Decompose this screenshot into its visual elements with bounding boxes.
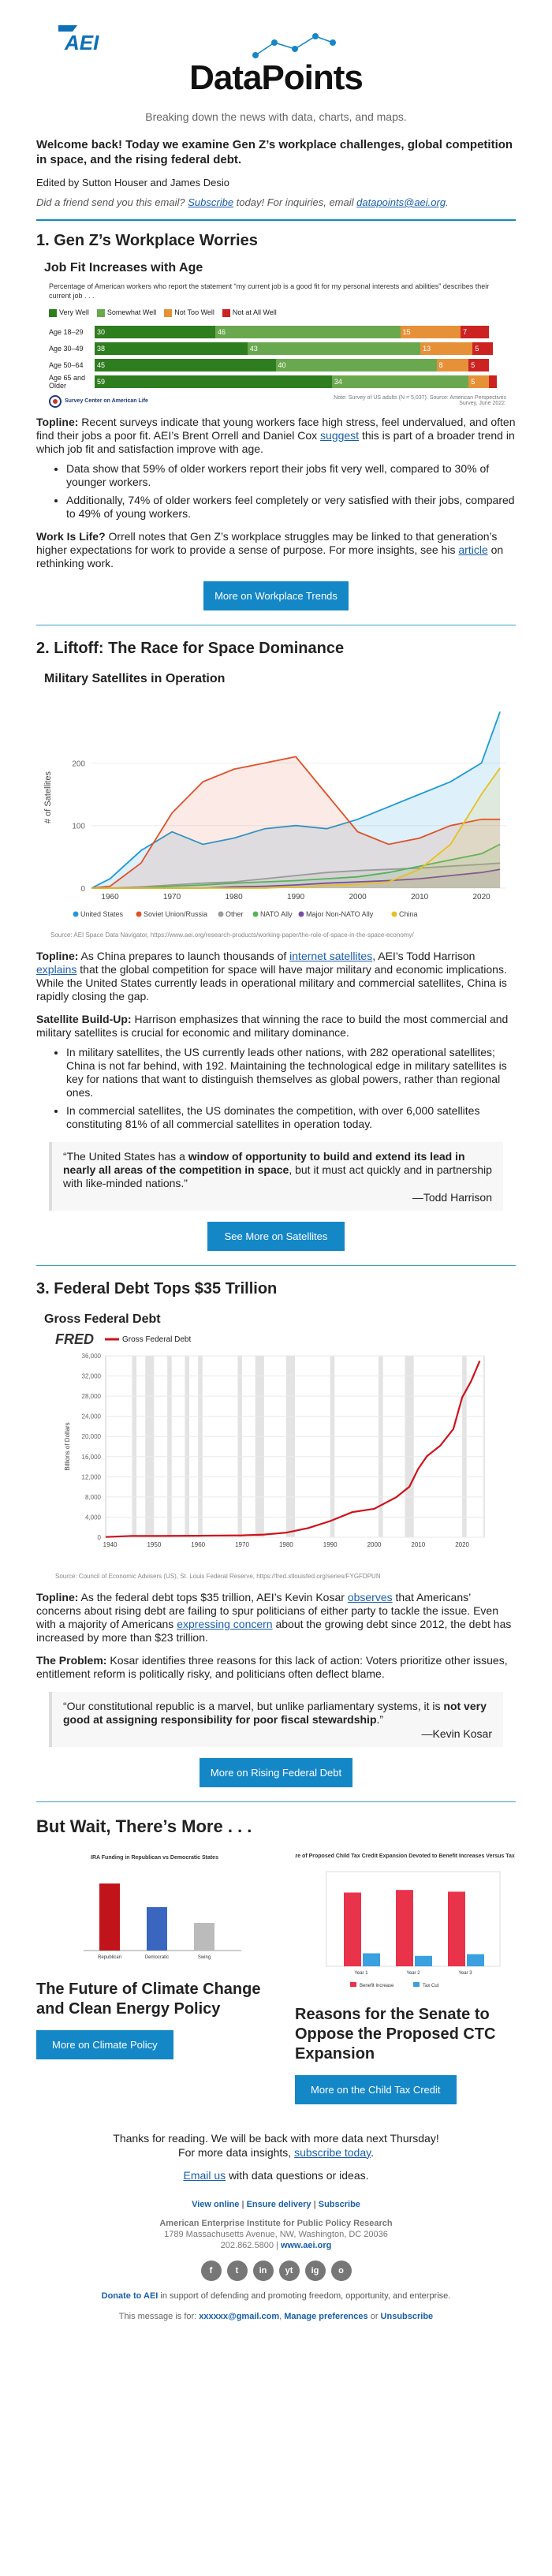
insights-line	[36, 2145, 516, 2160]
inquiry-email-link[interactable]: datapoints@aei.org	[356, 196, 446, 208]
linkedin-icon[interactable]: in	[253, 2261, 274, 2281]
y-tick-label: 12,000	[81, 1473, 101, 1480]
ira-chart-thumbnail[interactable]	[36, 1848, 273, 1966]
ctc-taxcut-bar	[363, 1953, 380, 1966]
debt-legend: Gross Federal Debt	[122, 1335, 192, 1344]
section2-bullets	[66, 1046, 516, 1131]
section3-problem	[36, 1654, 516, 1681]
footer-subscribe-link[interactable]: Subscribe	[318, 2199, 360, 2209]
jobfit-segment-not-at-all-well: 5	[472, 342, 493, 355]
y-tick-label: 16,000	[81, 1453, 101, 1461]
more-title: But Wait, There’s More . . .	[36, 1816, 252, 1836]
recession-band	[286, 1356, 291, 1537]
legend-swatch	[392, 911, 397, 917]
welcome-body: Welcome back! Today we examine Gen Z’s workplace challenges, global competition in space, and the rising federal debt.	[36, 138, 513, 166]
legend-swatch	[350, 1982, 356, 1987]
y-tick-label: 200	[72, 760, 85, 769]
facebook-icon[interactable]: f	[201, 2261, 222, 2281]
section1-topline	[36, 416, 516, 456]
topline-label: Topline:	[36, 949, 79, 962]
social-icons	[36, 2261, 516, 2281]
y-tick-label: 24,000	[81, 1413, 101, 1421]
jobfit-segment-not-too-well: 15	[401, 326, 461, 338]
jobfit-row-label: Age 65 and Older	[49, 373, 86, 390]
jobfit-segment-somewhat-well: 40	[276, 359, 437, 371]
donate-line	[36, 2290, 516, 2302]
ira-bar	[194, 1923, 214, 1951]
y-tick-label: 0	[80, 884, 85, 894]
ensure-delivery-link[interactable]: Ensure delivery	[246, 2199, 311, 2209]
manage-preferences-link[interactable]: Manage preferences	[284, 2311, 368, 2321]
jobfit-segment-very-well: 30	[95, 326, 215, 338]
section-title-debt: 3. Federal Debt Tops $35 Trillion	[36, 1279, 278, 1297]
quote-text-b: .”	[376, 1712, 384, 1726]
recipient-email[interactable]: xxxxxx@gmail.com	[199, 2311, 280, 2321]
or-text: or	[370, 2311, 379, 2321]
ctc-category-label: Year 1	[354, 1970, 368, 1976]
section2-buildup	[36, 1013, 516, 1040]
jobfit-segment-very-well: 59	[95, 375, 332, 388]
y-tick-label: 28,000	[81, 1392, 101, 1400]
legend-label: Major Non-NATO Ally	[306, 909, 374, 918]
x-tick-label: 2010	[411, 1540, 426, 1548]
jobfit-row-label: Age 18–29	[49, 327, 84, 336]
x-tick-label: 1970	[162, 892, 181, 902]
x-tick-label: 1990	[323, 1540, 338, 1548]
forward-line	[36, 196, 516, 208]
brand-dots-icon	[251, 32, 338, 60]
org-address: 1789 Massachusetts Avenue, NW, Washington, DC 20036	[164, 2229, 388, 2239]
more-cards	[36, 1848, 516, 2104]
topline-label: Topline:	[36, 415, 79, 428]
y-tick-label: 0	[97, 1533, 101, 1541]
climate-card	[36, 1848, 273, 2104]
satellites-button[interactable]: See More on Satellites	[207, 1222, 345, 1251]
x-tick-label: 1950	[147, 1540, 162, 1548]
recession-band	[198, 1356, 203, 1537]
jobfit-bar-row	[49, 375, 506, 389]
legend-swatch	[136, 911, 142, 917]
legend-label: Other	[226, 909, 244, 918]
x-tick-label: 2020	[455, 1540, 469, 1548]
footer	[36, 2199, 516, 2322]
quote-text-a: “The United States has a	[63, 1149, 185, 1163]
quote-bold: not very good at assigning responsibility for poor fiscal stewardship	[63, 1699, 487, 1726]
jobfit-chart-subtitle: Percentage of American workers who report the statement “my current job is a good fit for my personal interests and abilities” describes their current job . . .	[49, 282, 490, 300]
website-link[interactable]: www.aei.org	[280, 2240, 332, 2250]
thanks-text: Thanks for reading. We will be back with more data next Thursday!	[113, 2131, 439, 2145]
workplace-trends-button[interactable]: More on Workplace Trends	[203, 581, 349, 610]
debt-chart	[58, 1348, 500, 1561]
legend-label: Soviet Union/Russia	[144, 909, 208, 918]
legend-very-well: Very Well	[49, 308, 89, 317]
recession-band	[132, 1356, 136, 1537]
donate-link[interactable]: Donate to AEI	[101, 2290, 159, 2301]
kosar-quote	[49, 1692, 503, 1747]
internet-satellites-link[interactable]: internet satellites	[289, 949, 373, 962]
forward-prefix: Did a friend send you this email?	[36, 196, 185, 208]
email-line	[36, 2169, 516, 2182]
recession-band	[237, 1356, 242, 1537]
topline-text-b: , AEI’s Todd Harrison	[372, 949, 476, 962]
ira-bar-label: Republican	[97, 1954, 122, 1960]
ctc-category-label: Year 2	[406, 1970, 420, 1976]
jobfit-bar-row	[49, 342, 506, 356]
jobfit-footer	[49, 395, 506, 408]
ctc-category-label: Year 3	[458, 1970, 472, 1976]
x-tick-label: 1980	[225, 892, 243, 902]
article-link[interactable]: article	[458, 543, 488, 556]
divider	[36, 219, 516, 221]
section1-bullets	[66, 462, 516, 521]
jobfit-segment-not-too-well: 8	[437, 359, 469, 371]
view-online-link[interactable]: View online	[192, 2199, 240, 2209]
recession-band	[167, 1356, 172, 1537]
jobfit-segment-not-too-well: 13	[420, 342, 472, 355]
ira-bar	[147, 1907, 167, 1951]
legend-not-too-well: Not Too Well	[164, 308, 214, 317]
fred-header	[55, 1331, 516, 1348]
jobfit-row-label: Age 50–64	[49, 360, 84, 369]
recession-band	[185, 1356, 189, 1537]
y-tick-label: 100	[72, 822, 85, 831]
ctc-benefit-bar	[344, 1892, 361, 1966]
org-phone: 202.862.5800	[220, 2240, 274, 2250]
x-tick-label: 2020	[472, 892, 490, 902]
legend-swatch	[218, 911, 224, 917]
buildup-text: Harrison emphasizes that winning the race to build the most commercial and military satellites is crucial for economic and military dominance.	[36, 1012, 509, 1039]
ctc-card-title: Reasons for the Senate to Oppose the Proposed CTC Expansion	[295, 2005, 496, 2063]
y-tick-label: 32,000	[81, 1372, 101, 1380]
x-tick-label: 2000	[349, 892, 367, 902]
y-axis-label: # of Satellites	[43, 771, 53, 823]
jobfit-segment-somewhat-well: 46	[215, 326, 401, 338]
fred-logo: FRED	[55, 1331, 94, 1347]
section1-work	[36, 530, 516, 570]
recession-band	[290, 1356, 295, 1537]
federal-debt-button[interactable]: More on Rising Federal Debt	[200, 1758, 352, 1787]
list-item: • Data show that 59% of older workers report their jobs fit very well, compared to 30% of younger workers.	[66, 462, 516, 489]
jobfit-bar-row	[49, 325, 506, 339]
y-tick-label: 4,000	[84, 1514, 101, 1521]
section2-body	[36, 950, 516, 1131]
explains-link[interactable]: explains	[36, 962, 77, 976]
legend-label: NATO Ally	[260, 909, 293, 918]
ira-bar-label: Democratic	[144, 1954, 170, 1960]
survey-center-name: Survey Center on American Life	[65, 398, 148, 405]
closing-text	[36, 2131, 516, 2160]
twitter-icon[interactable]: t	[227, 2261, 248, 2281]
ira-bar-label: Swing	[197, 1954, 211, 1960]
section1-body	[36, 416, 516, 570]
forward-mid: today! For inquiries, email	[236, 196, 354, 208]
jobfit-legend	[49, 308, 506, 317]
quote-bold: window of opportunity to build and extend its lead in nearly all areas of the competition in space	[63, 1149, 465, 1176]
work-text-a: Orrell notes that Gen Z’s workplace struggles may be linked to that generation’s higher expectations for work to provide a sense of purpose. For more insights, see his	[36, 529, 498, 556]
satellite-chart	[36, 691, 516, 920]
recession-band	[330, 1356, 335, 1537]
section2-topline	[36, 950, 516, 1003]
x-tick-label: 1960	[191, 1540, 206, 1548]
footer-links: View online | Ensure delivery | Subscribe	[192, 2199, 360, 2209]
ctc-chart-thumbnail[interactable]	[295, 1848, 516, 1998]
topline-text-a: As China prepares to launch thousands of	[80, 949, 287, 962]
welcome-text	[36, 137, 516, 167]
unsubscribe-link[interactable]: Unsubscribe	[380, 2311, 434, 2321]
quote-text-b: , but it must act quickly and in partnership with like-minded nations.”	[63, 1163, 492, 1189]
jobfit-source: Note: Survey of US adults (N = 5,037). Source: American Perspectives Survey, June 2022.	[334, 394, 506, 406]
x-tick-label: 1960	[101, 892, 119, 902]
harrison-quote	[49, 1142, 503, 1211]
legend-swatch	[413, 1982, 420, 1987]
recession-band	[405, 1356, 414, 1537]
problem-text: Kosar identifies three reasons for this lack of action: Voters prioritize other issues, entitlement reform is politically risky, and politicians often deflect blame.	[36, 1653, 508, 1680]
list-item: • In commercial satellites, the US dominates the competition, with over 6,000 satellites constituting 81% of all commercial satellites in operation today.	[66, 1104, 516, 1131]
donate-text: in support of defending and promoting freedom, opportunity, and enterprise.	[160, 2290, 451, 2301]
survey-center-logo	[49, 395, 148, 408]
climate-policy-button[interactable]: More on Climate Policy	[36, 2030, 173, 2059]
section3-body	[36, 1591, 516, 1681]
ctc-taxcut-bar	[415, 1955, 432, 1966]
quote-attribution: —Kevin Kosar	[421, 1727, 492, 1740]
message-recipient: This message is for: xxxxxx@gmail.com, Manage preferences or Unsubscribe	[118, 2311, 434, 2321]
section-title-space: 2. Liftoff: The Race for Space Dominance	[36, 639, 345, 657]
divider	[36, 1801, 516, 1802]
ctc-card	[295, 1848, 516, 2104]
jobfit-bars	[49, 325, 506, 389]
msg-prefix: This message is for:	[118, 2311, 197, 2321]
legend-line-icon	[105, 1335, 119, 1343]
x-tick-label: 1940	[103, 1540, 117, 1548]
jobfit-chart	[49, 282, 506, 408]
recession-band	[145, 1356, 154, 1537]
y-axis-label: Billions of Dollars	[64, 1421, 71, 1471]
legend-label: Tax Cut	[423, 1983, 439, 1988]
list-item: • In military satellites, the US currently leads other nations, with 282 operational satellites; China is not far behind, with 192. Maintaining the technological edge in military satellites is key for nations that want to distinguish themselves as global powers, rather than regional ones.	[66, 1046, 516, 1099]
subscribe-link[interactable]: Subscribe	[188, 196, 234, 208]
x-tick-label: 2000	[367, 1540, 382, 1548]
divider	[36, 1265, 516, 1266]
youtube-icon[interactable]: yt	[279, 2261, 300, 2281]
climate-card-title: The Future of Climate Change and Clean Energy Policy	[36, 1980, 261, 2018]
ira-chart-title: IRA Funding in Republican vs Democratic States	[91, 1854, 218, 1861]
legend-not-at-all: Not at All Well	[222, 308, 277, 317]
jobfit-bar-row	[49, 358, 506, 372]
jobfit-segment-not-at-all-well	[489, 375, 497, 388]
ira-bar	[99, 1883, 120, 1951]
list-item: • Additionally, 74% of older workers feel completely or very satisfied with their jobs, compared to 49% of young workers.	[66, 494, 516, 521]
recession-band	[462, 1356, 467, 1537]
jobfit-chart-title: Job Fit Increases with Age	[44, 261, 203, 274]
ctc-benefit-bar	[396, 1890, 413, 1966]
legend-label: Benefit Increase	[360, 1983, 394, 1988]
topline-text-a: As the federal debt tops $35 trillion, AEI’s Kevin Kosar	[80, 1590, 345, 1603]
topline-text-c: that the global competition for space will have major military and economic implications. While the United States currently leads in operational military and commercial satellites, China is rapidly closing the gap.	[36, 962, 507, 1002]
debt-chart-title: Gross Federal Debt	[44, 1312, 161, 1326]
brand-title: DataPoints	[189, 58, 363, 97]
insights-prefix: For more data insights,	[178, 2145, 292, 2159]
problem-label: The Problem:	[36, 1653, 107, 1667]
x-tick-label: 2010	[410, 892, 429, 902]
jobfit-segment-not-at-all-well: 7	[461, 326, 489, 338]
x-tick-label: 1980	[278, 1540, 293, 1548]
email-us-link[interactable]: Email us	[183, 2168, 226, 2182]
buildup-label: Satellite Build-Up:	[36, 1012, 132, 1025]
suggest-link[interactable]: suggest	[320, 428, 360, 442]
legend-swatch	[73, 911, 79, 917]
forward-suffix: .	[446, 196, 449, 208]
recession-band	[255, 1356, 264, 1537]
tagline: Breaking down the news with data, charts, and maps.	[145, 110, 407, 123]
jobfit-segment-not-too-well: 5	[468, 375, 489, 388]
ctc-benefit-bar	[448, 1891, 465, 1966]
y-tick-label: 20,000	[81, 1432, 101, 1440]
observes-link[interactable]: observes	[347, 1590, 393, 1603]
work-label: Work Is Life?	[36, 529, 106, 543]
satellite-source: Source: AEI Space Data Navigator, https://www.aei.org/research-products/working-paper/the-role-of-space-in-the-space-economy/	[50, 931, 414, 939]
ctc-chart-title-line: Share of Proposed Child Tax Credit Expansion Devoted to Benefit Increases Versus Tax Cut	[295, 1853, 516, 1859]
child-tax-credit-button[interactable]: More on the Child Tax Credit	[295, 2075, 457, 2104]
expressing-concern-link[interactable]: expressing concern	[177, 1617, 273, 1630]
jobfit-segment-somewhat-well: 34	[332, 375, 468, 388]
legend-label: China	[399, 909, 418, 918]
jobfit-row-label: Age 30–49	[49, 344, 84, 353]
org-name: American Enterprise Institute for Public Policy Research	[159, 2218, 393, 2228]
work-text-b: on rethinking work.	[36, 543, 504, 569]
jobfit-segment-very-well: 38	[95, 342, 248, 355]
editors: Edited by Sutton Houser and James Desio	[36, 177, 229, 189]
topline-text-a: Recent surveys indicate that young workers face high stress, feel undervalued, and often find their jobs a poor fit. AEI’s Brent Orrell and Daniel Cox	[36, 415, 516, 442]
aei-logo[interactable]	[57, 24, 120, 55]
topline-text-c: about the growing debt since 2012, the debt has increased by more than $23 trillion.	[36, 1617, 512, 1644]
other-social-icon[interactable]: o	[331, 2261, 352, 2281]
legend-label: United States	[80, 909, 124, 918]
topline-text-b: this is part of a broader trend in which job fit and satisfaction improve with age.	[36, 428, 515, 455]
topline-label: Topline:	[36, 1590, 79, 1603]
y-tick-label: 36,000	[81, 1352, 101, 1360]
legend-somewhat-well: Somewhat Well	[97, 308, 156, 317]
quote-text-a: “Our constitutional republic is a marvel, but unlike parliamentary systems, it is	[63, 1699, 441, 1712]
logo-text: AEI	[65, 31, 99, 54]
section-title-workplace: 1. Gen Z’s Workplace Worries	[36, 232, 258, 249]
recession-band	[379, 1356, 383, 1537]
subscribe-today-link[interactable]: subscribe today	[294, 2145, 371, 2159]
y-tick-label: 8,000	[84, 1493, 101, 1501]
ctc-taxcut-bar	[467, 1954, 484, 1966]
topline-text-b: that Americans’ concerns about rising debt are failing to spur politicians of either party to tackle the issue. Even with a majority of Americans	[36, 1590, 498, 1630]
jobfit-segment-not-at-all-well: 5	[468, 359, 489, 371]
quote-attribution: —Todd Harrison	[412, 1190, 492, 1204]
legend-swatch	[299, 911, 304, 917]
jobfit-segment-very-well: 45	[95, 359, 276, 371]
section3-topline	[36, 1591, 516, 1645]
instagram-icon[interactable]: ig	[305, 2261, 326, 2281]
satellite-chart-title: Military Satellites in Operation	[44, 671, 226, 685]
x-tick-label: 1990	[286, 892, 305, 902]
org-contact: 202.862.5800 | www.aei.org	[220, 2240, 332, 2250]
survey-center-icon	[49, 395, 62, 408]
debt-source: Source: Council of Economic Advisers (US), St. Louis Federal Reserve, https://fred.stlouisfed.org/series/FYGFDPUN	[55, 1572, 381, 1580]
jobfit-segment-somewhat-well: 43	[248, 342, 420, 355]
insights-suffix: .	[371, 2145, 374, 2159]
x-tick-label: 1970	[235, 1540, 249, 1548]
legend-swatch	[253, 911, 259, 917]
email-suffix: with data questions or ideas.	[229, 2168, 369, 2182]
